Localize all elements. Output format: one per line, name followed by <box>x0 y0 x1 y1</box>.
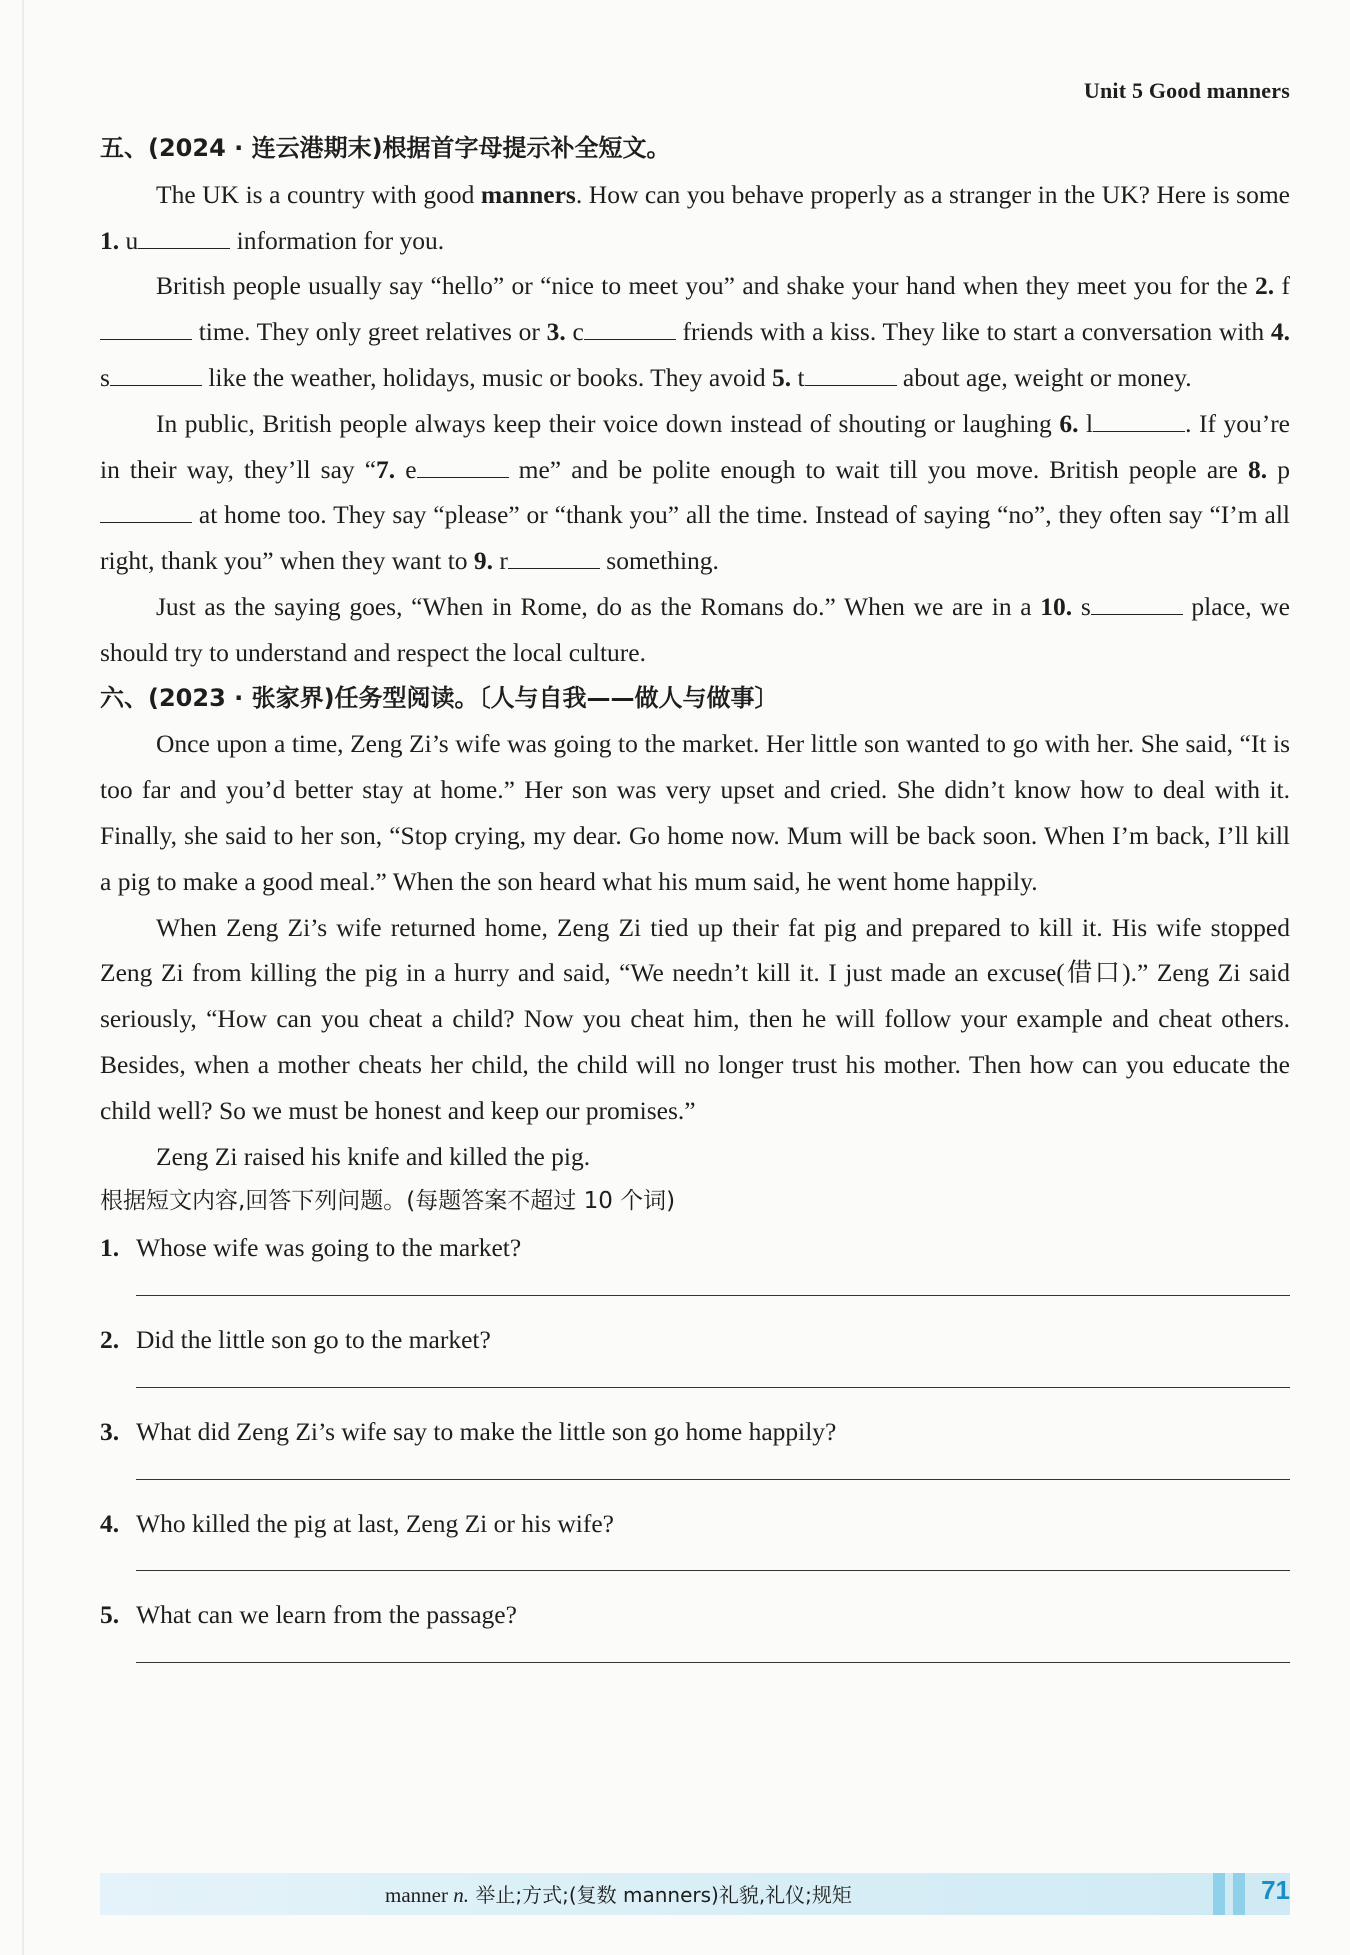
blank-number: 1. <box>100 225 120 255</box>
blank-number: 4. <box>1270 317 1291 347</box>
vocabulary-footer <box>100 1873 1290 1915</box>
answer-line[interactable] <box>136 1479 1290 1480</box>
answer-line[interactable] <box>136 1570 1290 1571</box>
question-number: 5. <box>100 1600 120 1630</box>
blank-letter: c <box>572 317 584 347</box>
section-6-heading: 六、(2023 · 张家界)任务型阅读。 <box>100 683 479 712</box>
text: about age, weight or money. <box>896 362 1192 392</box>
section-5-paragraph-1 <box>100 172 1290 264</box>
blank-letter: s <box>100 362 110 392</box>
blank-letter: s <box>1080 591 1091 621</box>
blank-letter: l <box>1085 408 1094 438</box>
blank-10[interactable] <box>1091 592 1183 615</box>
text: me” and be polite enough to wait till you move. British people are <box>508 454 1249 484</box>
text: British people usually say “hello” or “nice to meet you” and shake your hand when they meet you for the <box>156 271 1256 301</box>
blank-number: 3. <box>546 317 566 347</box>
text: something. <box>599 546 719 576</box>
blank-letter: t <box>797 362 805 392</box>
section-6-paragraph-1: Once upon a time, Zeng Zi’s wife was going to the market. Her little son wanted to go with her. She said, “It is too far and you’d better stay at home.” Her son was very upset and cried. She didn’t know how to deal with it. Finally, she said to her son, “Stop crying, my dear. Go home now. Mum will be back soon. When I’m back, I’ll kill a pig to make a good meal.” When the son heard what his mum said, he went home happily. <box>100 729 1290 896</box>
text: Just as the saying goes, “When in Rome, do as the Romans do.” When we are in a <box>156 591 1041 621</box>
blank-number: 9. <box>473 546 494 576</box>
question-list <box>100 1225 1290 1663</box>
question-text: Whose wife was going to the market? <box>136 1233 522 1263</box>
content <box>100 126 1290 1684</box>
blank-6[interactable] <box>1093 409 1185 432</box>
question-item <box>100 1225 1290 1271</box>
bold-word: manners <box>480 179 576 209</box>
blank-7[interactable] <box>417 455 509 478</box>
footer-meaning: 举止;方式;(复数 manners)礼貌,礼仪;规矩 <box>468 1883 852 1907</box>
page-edge <box>22 0 24 1955</box>
footer-pos: n. <box>453 1883 469 1907</box>
blank-2[interactable] <box>100 317 192 340</box>
blank-5[interactable] <box>805 363 897 386</box>
blank-4[interactable] <box>110 363 202 386</box>
section-6-title <box>100 676 1290 722</box>
answer-line[interactable] <box>136 1662 1290 1663</box>
text: . How can you behave properly as a stranger in the UK? Here is some <box>575 179 1290 209</box>
text: The UK is a country with good <box>156 179 481 209</box>
text: friends with a kiss. They like to start a conversation with <box>675 317 1271 347</box>
blank-number: 5. <box>771 362 792 392</box>
blank-letter: p <box>1277 454 1290 484</box>
question-item <box>100 1501 1290 1547</box>
blank-letter: f <box>1281 271 1291 301</box>
section-5-title: 五、(2024 · 连云港期末)根据首字母提示补全短文。 <box>100 134 671 162</box>
text: like the weather, holidays, music or books. They avoid <box>201 362 772 392</box>
text: at home too. They say “please” or “thank you” all the time. Instead of saying “no”, they often say “I’m all right, thank you” when they want to <box>100 500 1290 576</box>
blank-number: 6. <box>1059 408 1079 438</box>
decor-bar <box>1233 1873 1245 1915</box>
text: information for you. <box>230 225 445 255</box>
question-item <box>100 1317 1290 1363</box>
footer-definition <box>385 1879 852 1908</box>
blank-number: 7. <box>376 454 396 484</box>
text: time. They only greet relatives or <box>192 317 547 347</box>
answer-line[interactable] <box>136 1295 1290 1296</box>
question-item <box>100 1409 1290 1455</box>
section-6-paragraph-3: Zeng Zi raised his knife and killed the pig. <box>156 1141 591 1171</box>
footer-word: manner <box>385 1883 454 1907</box>
question-instruction: 根据短文内容,回答下列问题。(每题答案不超过 10 个词) <box>100 1188 676 1215</box>
blank-number: 8. <box>1248 454 1268 484</box>
text: place, we should try to understand and respect the local culture. <box>100 591 1290 667</box>
question-item <box>100 1592 1290 1638</box>
text: In public, British people always keep their voice down instead of shouting or laughing <box>156 408 1060 438</box>
question-number: 1. <box>100 1233 120 1263</box>
blank-letter: e <box>405 454 417 484</box>
question-number: 2. <box>100 1324 120 1354</box>
section-5-paragraph-3 <box>100 401 1290 584</box>
section-5-paragraph-4 <box>100 584 1290 676</box>
question-text: Did the little son go to the market? <box>136 1324 491 1354</box>
unit-header: Unit 5 Good manners <box>1083 78 1290 103</box>
section-6-paragraph-2: When Zeng Zi’s wife returned home, Zeng Zi tied up their fat pig and prepared to kill it. His wife stopped Zeng Zi from killing the pig in a hurry and said, “We needn’t kill it. I just made an excuse(借口).” Zeng Zi said seriously, “How can you cheat a child? Now you cheat him, then he will follow your example and cheat others. Besides, when a mother cheats her child, the child will no longer trust his mother. Then how can you educate the child well? So we must be honest and keep our promises.” <box>100 912 1290 1125</box>
blank-number: 10. <box>1040 591 1073 621</box>
question-text: What did Zeng Zi’s wife say to make the little son go home happily? <box>136 1416 837 1446</box>
decor-bar <box>1213 1873 1225 1915</box>
blank-8[interactable] <box>100 500 192 523</box>
theme-tag: 〔人与自我——做人与做事〕 <box>478 683 779 712</box>
question-number: 4. <box>100 1508 120 1538</box>
answer-line[interactable] <box>136 1387 1290 1388</box>
blank-1[interactable] <box>138 226 230 249</box>
blank-number: 2. <box>1255 271 1275 301</box>
blank-3[interactable] <box>584 317 676 340</box>
text: . If you’re in their way, they’ll say “ <box>100 408 1291 484</box>
section-5-paragraph-2 <box>100 263 1290 400</box>
blank-letter: u <box>125 225 139 255</box>
question-number: 3. <box>100 1416 120 1446</box>
page-number: 71 <box>1261 1875 1290 1905</box>
blank-9[interactable] <box>508 546 600 569</box>
question-text: What can we learn from the passage? <box>136 1600 517 1630</box>
question-text: Who killed the pig at last, Zeng Zi or his wife? <box>136 1508 615 1538</box>
blank-letter: r <box>499 546 508 576</box>
